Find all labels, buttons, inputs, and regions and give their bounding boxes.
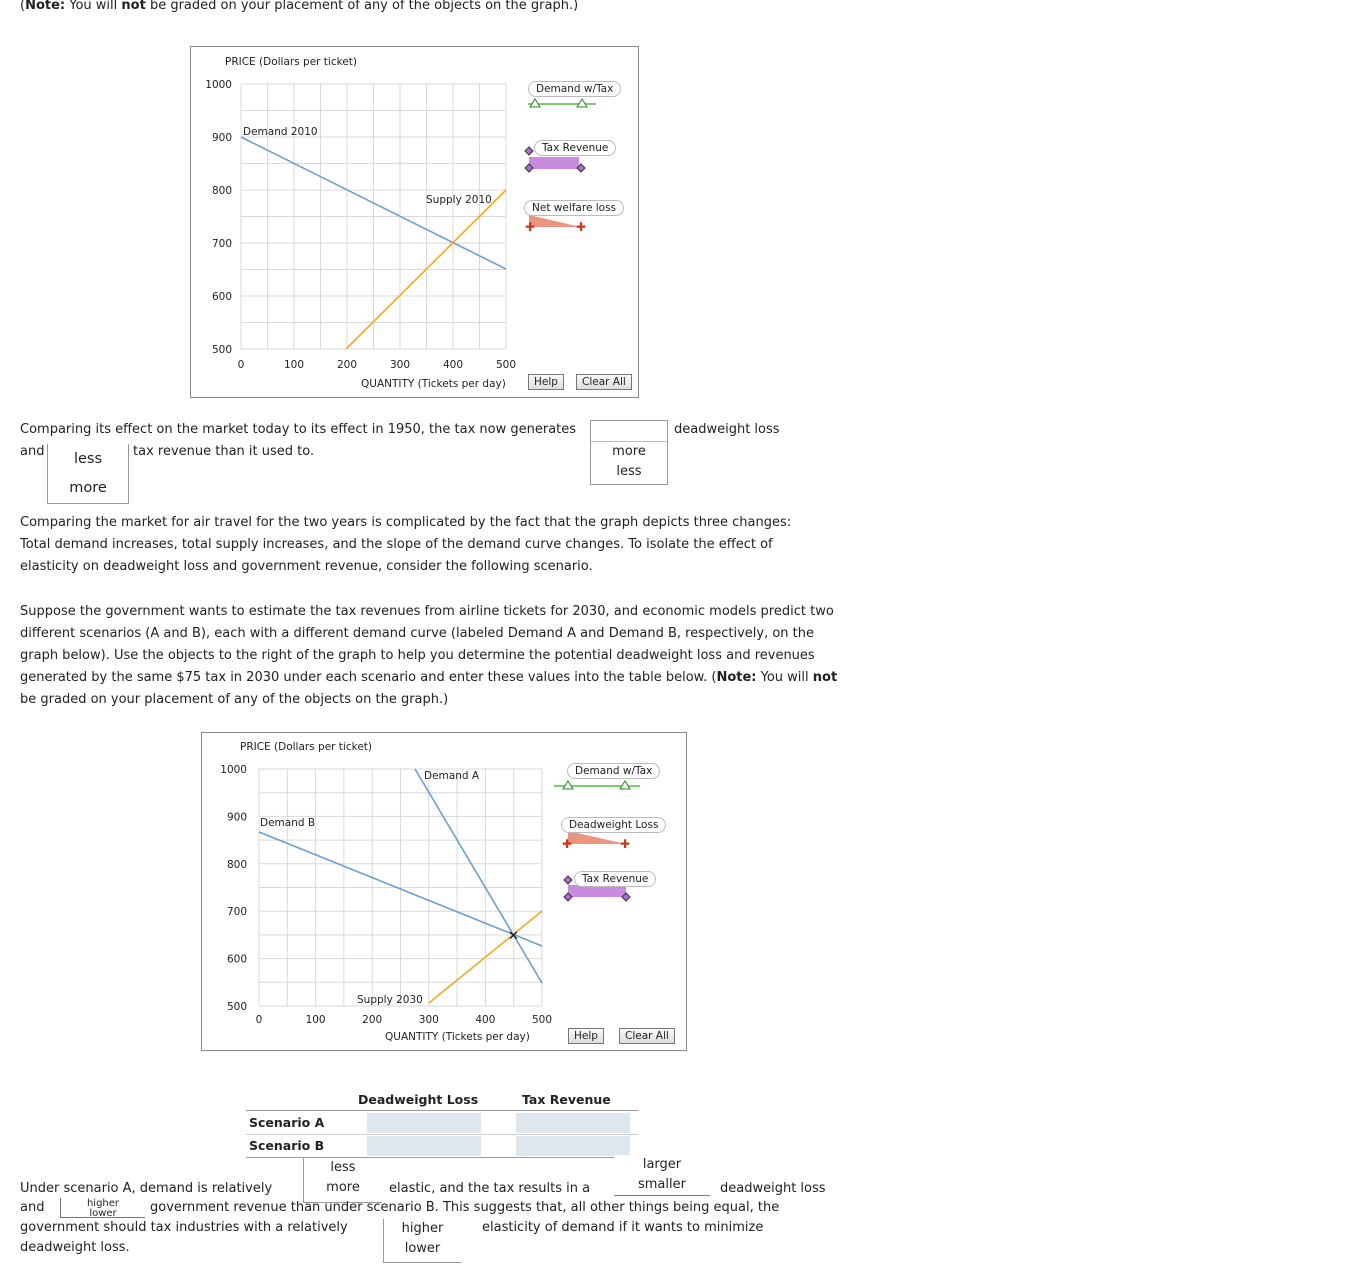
top-note: (Note: You will not be graded on your placement of any of the objects on the graph.) [20,0,579,13]
q2-text-6: government should tax industries with a relatively [20,1220,348,1235]
q2-rev-option-higher[interactable]: higher [86,1198,120,1209]
q2-text-4: and [20,1200,45,1215]
q1-tax-revenue-dropdown[interactable] [47,444,129,504]
graph2-legend-demand-tax[interactable]: Demand w/Tax [567,763,660,779]
g1-x-tick-label: 400 [442,359,464,371]
graph2-demand-tax-handle-right[interactable] [620,781,630,789]
graph2-dwl-handle[interactable]: ✚ [562,837,573,851]
g2-y-tick-label: 700 [226,906,247,919]
q2-size-dropdown[interactable] [614,1155,710,1196]
q2-text-1: Under scenario A, demand is relatively [20,1181,273,1196]
graph1-supply-2010-label: Supply 2010 [426,194,492,206]
graph2-grid [259,769,542,1006]
graph1-grid [241,84,506,349]
graph1-help-button[interactable]: Help [528,374,564,390]
graph1-nwl-handle[interactable]: ✚ [525,220,536,234]
g2-y-tick-label: 800 [226,858,247,871]
table-header-tax-revenue: Tax Revenue [522,1092,611,1107]
scenario-a-deadweight-loss-input[interactable] [367,1113,481,1133]
q1-dd2-option-more[interactable]: more [69,480,107,496]
q2-size-option-smaller[interactable]: smaller [638,1177,686,1192]
g1-y-tick-label: 900 [211,132,232,144]
graph2-panel [201,732,687,1051]
q2-rev-option-lower[interactable]: lower [89,1208,117,1219]
q2-elasticity-dropdown[interactable] [383,1219,461,1263]
graph2-clear-all-button[interactable]: Clear All [619,1028,675,1044]
g1-x-tick-label: 0 [237,359,245,371]
g1-y-tick-label: 800 [211,185,232,197]
g2-x-tick-label: 300 [418,1014,439,1026]
scenario-a-tax-revenue-input[interactable] [516,1113,630,1133]
graph1-y-title: PRICE (Dollars per ticket) [225,56,357,68]
g2-y-tick-label: 1000 [220,764,247,776]
graph1-clear-all-button[interactable]: Clear All [576,374,632,390]
graph1-legend-net-welfare-loss[interactable]: Net welfare loss [524,200,624,216]
g1-x-tick-label: 500 [495,359,517,371]
g2-y-tick-label: 500 [226,1001,247,1013]
graph1-nwl-handle[interactable]: ✚ [576,220,587,234]
graph2-demand-a-curve[interactable] [415,769,542,983]
graph2-demand-tax-handle-left[interactable] [563,781,573,789]
graph2-legend-tax-revenue[interactable]: Tax Revenue [574,871,656,887]
g1-y-tick-label: 600 [211,291,232,303]
q2-text-7: elasticity of demand if it wants to minimize [482,1220,764,1235]
q1-dd1-option-less[interactable]: less [616,464,642,479]
g2-x-tick-label: 100 [305,1014,326,1026]
graph1-legend-tax-revenue[interactable]: Tax Revenue [534,140,616,156]
paragraph-scenario: Suppose the government wants to estimate the tax revenues from airline tickets for 2030, and economic models predict two different scenarios (A and B), each with a different demand curve (labeled Demand A and Demand B, respectively, on the graph below). Use the objects to the right of the graph to help you determine the potential deadweight loss and revenues generated by the same $75 tax in 2030 under each scenario and enter these values into the table below. (Note: You will not be graded on your placement of any of the objects on the graph.) [20,604,838,707]
q2-relative-dropdown[interactable] [303,1158,382,1203]
q2-rel-option-less[interactable]: less [330,1160,356,1175]
graph2-svg[interactable] [202,733,686,1050]
q1-dd1-option-more[interactable]: more [612,444,646,459]
g2-x-tick-label: 200 [362,1014,383,1026]
graph2-x-title: QUANTITY (Tickets per day) [385,1031,530,1043]
g2-x-tick-label: 0 [255,1014,263,1026]
graph2-help-button[interactable]: Help [568,1028,604,1044]
q2-text-2: elastic, and the tax results in a [389,1181,591,1196]
g2-x-tick-label: 500 [531,1014,553,1026]
graph2-legend-deadweight-loss[interactable]: Deadweight Loss [561,817,666,833]
g1-y-tick-label: 1000 [205,79,232,91]
q2-text-3: deadweight loss [720,1181,826,1196]
g2-y-tick-label: 600 [226,953,247,966]
q2-text-8: deadweight loss. [20,1240,130,1255]
q1-text-a: Comparing its effect on the market today to its effect in 1950, the tax now generates [20,422,577,437]
graph1-svg[interactable] [191,47,638,397]
graph1-net-welfare-loss-shape[interactable] [529,215,581,227]
q1-text-c: and [20,444,45,459]
graph2-supply-2030-label: Supply 2030 [357,994,423,1006]
g1-x-tick-label: 300 [389,359,411,371]
q2-revenue-dropdown[interactable] [60,1198,145,1218]
g1-x-tick-label: 100 [283,359,305,371]
table-row-scenario-a: Scenario A [249,1115,325,1130]
q1-text-d: tax revenue than it used to. [133,444,315,459]
table-divider [246,1110,638,1111]
q1-text-b: deadweight loss [674,422,780,437]
graph1-legend-demand-tax[interactable]: Demand w/Tax [528,81,621,97]
table-row-scenario-b: Scenario B [249,1138,325,1153]
table-header-deadweight-loss: Deadweight Loss [358,1092,479,1107]
graph1-panel [190,46,639,398]
q1-dd1-blank[interactable] [591,421,667,442]
q2-elast-option-lower[interactable]: lower [404,1241,441,1256]
graph1-demand-tax-handle-left[interactable] [530,99,540,107]
graph1-demand-2010-label: Demand 2010 [243,126,318,138]
q2-text-5: government revenue than under scenario B. This suggests that, all other things being equal, the [150,1200,780,1215]
q2-elast-option-higher[interactable]: higher [401,1221,444,1236]
g2-x-tick-label: 400 [475,1014,496,1026]
q2-size-option-larger[interactable]: larger [642,1157,682,1172]
graph1-demand-tax-handle-right[interactable] [577,99,587,107]
scenario-b-deadweight-loss-input[interactable] [367,1136,481,1156]
table-divider [246,1134,638,1135]
graph2-tax-revenue-handle[interactable] [564,876,572,884]
g1-x-tick-label: 200 [336,359,358,371]
q2-rel-option-more[interactable]: more [326,1180,360,1195]
g1-y-tick-label: 700 [211,238,232,250]
g2-y-tick-label: 900 [226,811,247,824]
graph2-demand-a-label: Demand A [424,770,480,782]
scenario-b-tax-revenue-input[interactable] [516,1136,630,1156]
graph1-x-title: QUANTITY (Tickets per day) [361,378,506,390]
g1-y-tick-label: 500 [211,344,232,356]
graph1-tax-revenue-handle[interactable] [525,147,533,155]
graph2-demand-b-label: Demand B [260,817,316,829]
graph2-dwl-handle[interactable]: ✚ [620,837,631,851]
paragraph-elasticity-intro: Comparing the market for air travel for the two years is complicated by the fact that the graph depicts three changes: Total demand increases, total supply increases, and the slope of the demand curve changes. To isolate the effect of elasticity on deadweight loss and government revenue, consider the following scenario. [20,515,792,574]
graph2-equilibrium-mark[interactable]: ✕ [508,929,519,944]
q1-dd2-option-less[interactable]: less [73,451,103,467]
graph2-y-title: PRICE (Dollars per ticket) [240,741,372,753]
graph1-tax-revenue-shape[interactable] [529,157,579,169]
q1-deadweight-dropdown[interactable] [590,420,668,485]
